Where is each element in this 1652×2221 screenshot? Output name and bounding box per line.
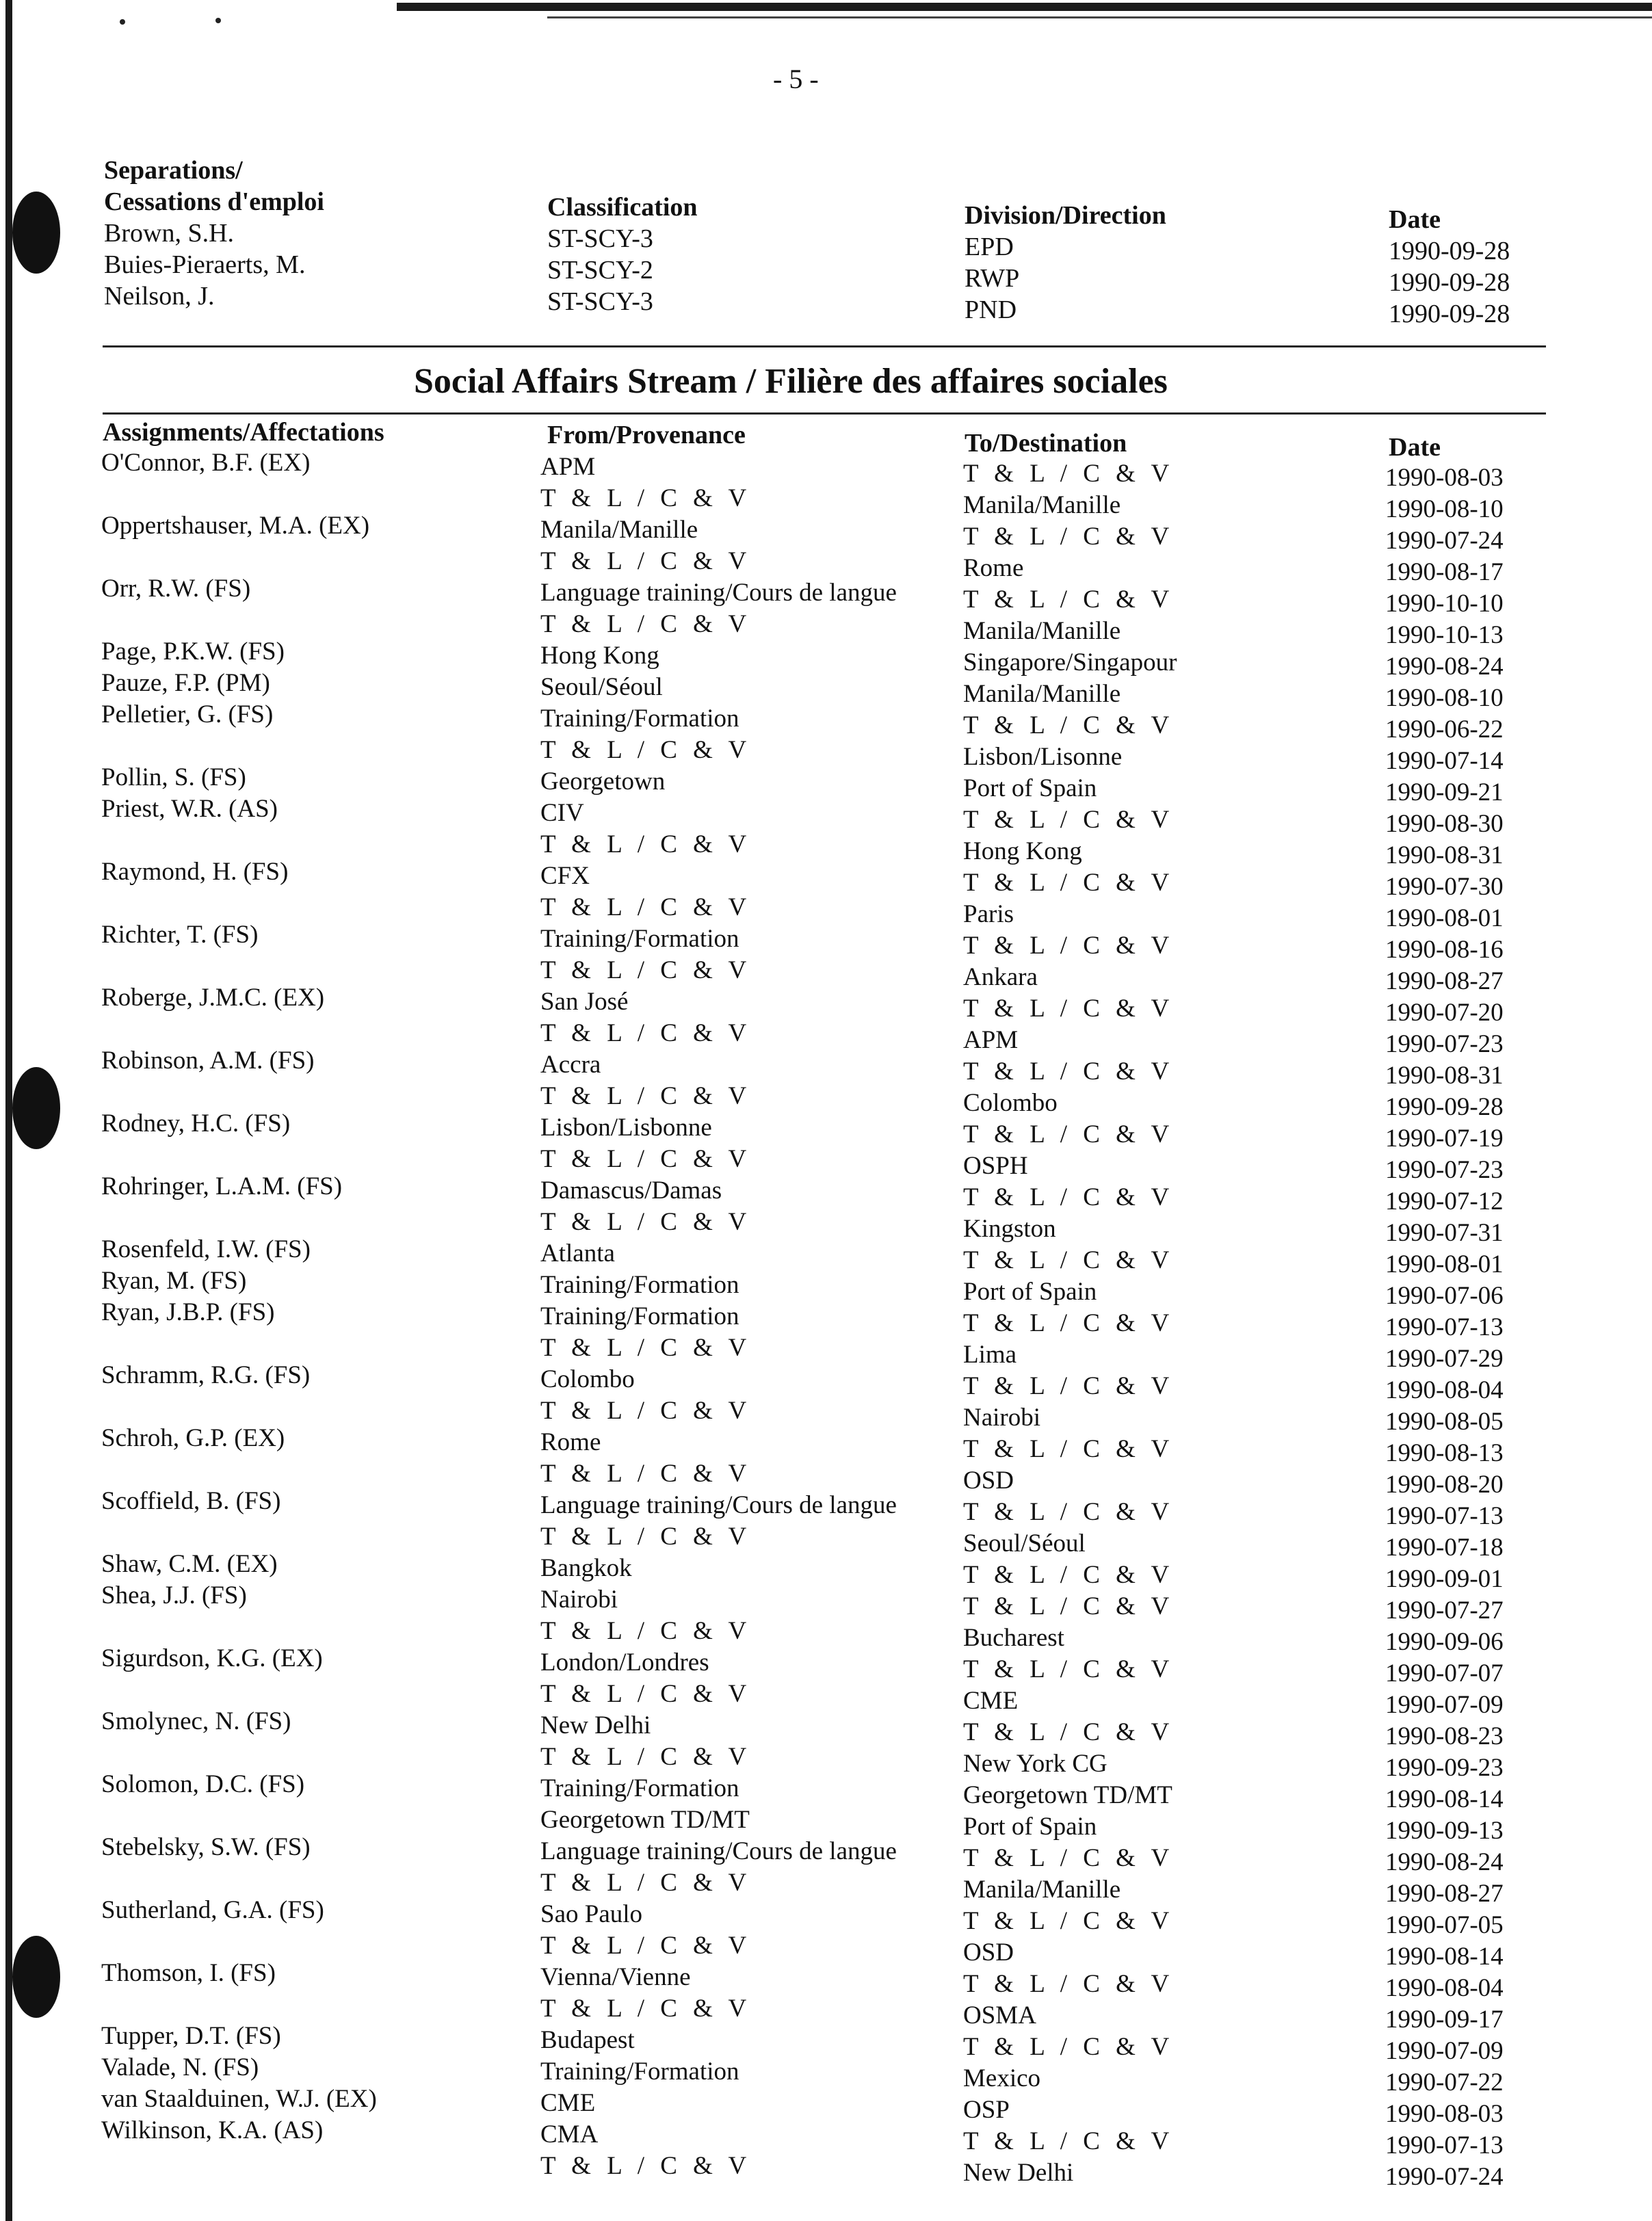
assignment-from: San José [540,988,629,1016]
assignment-to: Mexico [963,2064,1041,2092]
classification-header: Classification [547,193,698,222]
assignment-from: Training/Formation [540,1302,739,1330]
assignment-from: CMA [540,2120,599,2148]
assignment-name [101,1140,377,1171]
assignment-name: Pollin, S. (FS) [101,763,246,791]
assignment-name [101,731,377,762]
separations-heading-1: Separations/ [104,156,243,185]
assignment-date: 1990-07-12 [1385,1187,1504,1215]
to-header: To/Destination [965,429,1127,458]
assignment-to: APM [963,1026,1019,1054]
assignment-from: T & L / C & V [540,484,752,512]
assignment-name: Raymond, H. (FS) [101,858,289,886]
assignment-name [101,825,377,856]
assignment-date: 1990-08-23 [1385,1722,1504,1750]
assignment-name: Ryan, J.B.P. (FS) [101,1298,275,1326]
assignment-date: 1990-07-09 [1385,1691,1504,1719]
assignments-from-column [540,451,897,2182]
assignment-name [101,1517,377,1549]
assignment-to: Ankara [963,963,1038,991]
separations-classification [547,192,698,317]
assignment-to: T & L / C & V [963,1057,1175,1086]
assignment-date: 1990-07-13 [1385,1313,1504,1341]
assignment-from: Vienna/Vienne [540,1963,691,1991]
assignment-from: Rome [540,1428,601,1456]
assignment-from: T & L / C & V [540,1680,752,1708]
assignment-from: Language training/Cours de langue [540,579,897,607]
assignment-date: 1990-07-31 [1385,1219,1504,1247]
assignment-date: 1990-08-24 [1385,1848,1504,1876]
assignment-to: T & L / C & V [963,1372,1175,1400]
assignment-to: T & L / C & V [963,2127,1175,2155]
assignment-to: Lima [963,1341,1017,1369]
assignment-from: London/Londres [540,1648,709,1677]
separations-heading-2: Cessations d'emploi [104,187,324,216]
assignment-to: Manila/Manille [963,617,1121,645]
separations-division [965,200,1166,326]
assignment-to: T & L / C & V [963,1907,1175,1935]
assignment-to: CME [963,1687,1019,1715]
assignment-from: T & L / C & V [540,1082,752,1110]
assignment-from: Language training/Cours de langue [540,1837,897,1865]
assignment-name: Sutherland, G.A. (FS) [101,1896,324,1924]
assignment-from: T & L / C & V [540,1145,752,1173]
assignment-to: T & L / C & V [963,1561,1175,1589]
assignment-from: T & L / C & V [540,1019,752,1047]
assignment-to: OSD [963,1467,1014,1495]
assignment-date: 1990-08-04 [1385,1974,1504,2002]
separation-name: Brown, S.H. [104,219,235,248]
assignment-name: Pauze, F.P. (PM) [101,669,270,697]
assignment-date: 1990-07-09 [1385,2037,1504,2065]
assignment-from: CIV [540,799,584,827]
assignment-name [101,951,377,982]
assignment-name: Ryan, M. (FS) [101,1267,247,1295]
punch-hole-bottom [12,1936,60,2018]
assignment-name [101,1989,377,2021]
separations-date-header: Date [1389,205,1441,234]
assignments-date-column [1385,462,1504,2193]
assignment-from: Atlanta [540,1239,615,1267]
assignment-date: 1990-08-04 [1385,1376,1504,1404]
assignment-name: Rohringer, L.A.M. (FS) [101,1172,343,1200]
assignment-to: New Delhi [963,2159,1074,2187]
assignment-to: T & L / C & V [963,932,1175,960]
assignment-to: Seoul/Séoul [963,1529,1086,1558]
assignment-date: 1990-07-29 [1385,1345,1504,1373]
assignment-date: 1990-09-06 [1385,1628,1504,1656]
assignment-date: 1990-07-24 [1385,2163,1504,2191]
assignment-name: Stebelsky, S.W. (FS) [101,1833,311,1861]
assignment-from: T & L / C & V [540,1523,752,1551]
assignment-name [101,1391,377,1423]
stream-title: Social Affairs Stream / Filière des affaires sociales [414,362,1168,401]
separation-date: 1990-09-28 [1389,268,1510,297]
assignment-to: T & L / C & V [963,1435,1175,1463]
assignment-date: 1990-07-14 [1385,747,1504,775]
assignment-from: Manila/Manille [540,516,698,544]
assignment-name: van Staalduinen, W.J. (EX) [101,2085,377,2113]
assignment-name [101,1674,377,1706]
separation-name: Neilson, J. [104,282,215,311]
assignment-date: 1990-07-06 [1385,1282,1504,1310]
assignment-from: T & L / C & V [540,547,752,575]
assignment-from: Hong Kong [540,642,659,670]
assignments-header: Assignments/Affectations [103,418,384,447]
assignment-from: Nairobi [540,1586,618,1614]
assignment-from: T & L / C & V [540,830,752,858]
assignment-date: 1990-08-01 [1385,904,1504,932]
assignment-date: 1990-08-24 [1385,653,1504,681]
assignment-name: Robinson, A.M. (FS) [101,1047,315,1075]
assignment-to: T & L / C & V [963,1498,1175,1526]
assignment-from: T & L / C & V [540,1932,752,1960]
assignment-from: T & L / C & V [540,1995,752,2023]
separation-division: EPD [965,233,1014,261]
assignment-to: T & L / C & V [963,995,1175,1023]
assignment-from: Training/Formation [540,2058,739,2086]
assignment-date: 1990-09-21 [1385,778,1504,806]
assignment-date: 1990-07-30 [1385,873,1504,901]
assignment-date: 1990-09-17 [1385,2006,1504,2034]
assignment-date: 1990-09-23 [1385,1754,1504,1782]
assignment-date: 1990-08-05 [1385,1408,1504,1436]
assignment-date: 1990-08-16 [1385,936,1504,964]
assignment-to: T & L / C & V [963,806,1175,834]
assignment-date: 1990-07-18 [1385,1534,1504,1562]
assignment-name [101,1454,377,1486]
scan-speck [215,18,221,23]
assignment-to: T & L / C & V [963,869,1175,897]
division-header: Division/Direction [965,201,1166,230]
assignment-name: Tupper, D.T. (FS) [101,2022,281,2050]
assignment-from: T & L / C & V [540,1397,752,1425]
assignment-name: Scoffield, B. (FS) [101,1487,281,1515]
assignment-date: 1990-09-13 [1385,1817,1504,1845]
scan-speck [120,19,125,25]
assignment-name [101,1737,377,1769]
assignment-to: Georgetown TD/MT [963,1781,1172,1809]
assignment-date: 1990-08-31 [1385,1062,1504,1090]
assignment-name: Valade, N. (FS) [101,2053,259,2081]
separation-date: 1990-09-28 [1389,237,1510,265]
assignment-to: T & L / C & V [963,711,1175,739]
separation-date: 1990-09-28 [1389,300,1510,328]
assignment-name: Page, P.K.W. (FS) [101,638,285,666]
assignment-name: O'Connor, B.F. (EX) [101,449,311,477]
assignment-from: Lisbon/Lisbonne [540,1114,712,1142]
assignment-to: T & L / C & V [963,1844,1175,1872]
assignment-to: T & L / C & V [963,1183,1175,1211]
assignment-name: Shea, J.J. (FS) [101,1581,247,1609]
assignment-from: Sao Paulo [540,1900,643,1928]
assignment-name [101,888,377,919]
assignment-date: 1990-07-07 [1385,1659,1504,1687]
assignment-name [101,1800,377,1832]
assignment-from: New Delhi [540,1711,651,1739]
assignment-to: Singapore/Singapour [963,648,1177,676]
assignment-to: Bucharest [963,1624,1064,1652]
assignment-date: 1990-07-20 [1385,999,1504,1027]
assignment-to: T & L / C & V [963,1246,1175,1274]
separation-division: PND [965,295,1017,324]
assignment-name: Thomson, I. (FS) [101,1959,276,1987]
assignment-from: Georgetown [540,767,666,796]
assignment-to: Manila/Manille [963,491,1121,519]
assignment-date: 1990-08-14 [1385,1943,1504,1971]
assignment-date: 1990-07-19 [1385,1125,1504,1153]
assignment-from: Training/Formation [540,1774,739,1802]
separation-classification: ST-SCY-3 [547,224,653,253]
assignment-name: Shaw, C.M. (EX) [101,1550,278,1578]
assignment-to: OSPH [963,1152,1028,1180]
assignment-name [101,605,377,636]
assignment-name: Schramm, R.G. (FS) [101,1361,311,1389]
assignment-date: 1990-07-13 [1385,2131,1504,2159]
assignment-date: 1990-08-10 [1385,684,1504,712]
assignment-name [101,542,377,573]
assignment-to: Paris [963,900,1014,928]
assignment-date: 1990-07-22 [1385,2068,1504,2097]
assignment-from: T & L / C & V [540,736,752,764]
assignment-name [101,1612,377,1643]
assignment-to: Port of Spain [963,1813,1097,1841]
assignment-to: T & L / C & V [963,586,1175,614]
assignment-from: Damascus/Damas [540,1177,722,1205]
assignment-name: Orr, R.W. (FS) [101,575,251,603]
section-divider-bottom [103,412,1546,415]
assignments-date-header: Date [1389,433,1441,462]
assignment-from: Colombo [540,1365,635,1393]
assignment-name: Solomon, D.C. (FS) [101,1770,305,1798]
assignment-date: 1990-08-30 [1385,810,1504,838]
assignment-from: Georgetown TD/MT [540,1806,750,1834]
separation-division: RWP [965,264,1020,293]
assignment-date: 1990-08-10 [1385,495,1504,523]
assignment-name: Oppertshauser, M.A. (EX) [101,512,370,540]
assignment-to: T & L / C & V [963,1309,1175,1337]
separation-classification: ST-SCY-2 [547,256,653,285]
assignment-name [101,1014,377,1045]
separations-names [104,155,324,312]
assignment-date: 1990-08-31 [1385,841,1504,869]
from-header: From/Provenance [547,421,746,449]
assignment-to: Nairobi [963,1404,1041,1432]
assignment-date: 1990-07-05 [1385,1911,1504,1939]
assignment-from: T & L / C & V [540,956,752,984]
assignment-date: 1990-07-23 [1385,1030,1504,1058]
assignment-name: Pelletier, G. (FS) [101,700,274,728]
assignment-name [101,479,377,510]
assignment-date: 1990-08-01 [1385,1250,1504,1278]
assignment-from: Language training/Cours de langue [540,1491,897,1519]
assignment-to: Manila/Manille [963,680,1121,708]
assignment-name [101,1328,377,1360]
assignment-date: 1990-08-17 [1385,558,1504,586]
assignment-to: T & L / C & V [963,460,1175,488]
assignment-from: T & L / C & V [540,1334,752,1362]
assignment-to: Rome [963,554,1024,582]
assignment-name: Richter, T. (FS) [101,921,259,949]
assignment-from: CME [540,2089,596,2117]
assignment-name [101,2146,377,2178]
assignment-name: Rosenfeld, I.W. (FS) [101,1235,311,1263]
assignment-to: Manila/Manille [963,1876,1121,1904]
assignment-name: Schroh, G.P. (EX) [101,1424,285,1452]
top-edge-rule-thin [547,16,1652,18]
assignment-to: T & L / C & V [963,1718,1175,1746]
assignment-to: T & L / C & V [963,1120,1175,1148]
page-number: - 5 - [773,64,819,94]
assignment-from: T & L / C & V [540,1869,752,1897]
assignment-date: 1990-08-27 [1385,967,1504,995]
assignment-date: 1990-08-27 [1385,1880,1504,1908]
assignments-name-column [101,447,377,2178]
assignment-to: OSMA [963,2001,1036,2029]
assignment-date: 1990-07-23 [1385,1156,1504,1184]
assignment-from: T & L / C & V [540,893,752,921]
assignment-from: APM [540,453,596,481]
assignment-to: New York CG [963,1750,1107,1778]
assignment-from: T & L / C & V [540,2152,752,2180]
assignment-to: Lisbon/Lisonne [963,743,1123,771]
assignment-from: T & L / C & V [540,1617,752,1645]
assignment-to: Hong Kong [963,837,1082,865]
assignment-date: 1990-07-27 [1385,1596,1504,1625]
assignment-date: 1990-08-14 [1385,1785,1504,1813]
assignment-to: Port of Spain [963,774,1097,802]
assignment-name [101,1203,377,1234]
separation-name: Buies-Pieraerts, M. [104,250,306,279]
assignment-date: 1990-07-24 [1385,527,1504,555]
binding-edge [5,0,12,2221]
assignment-date: 1990-09-28 [1385,1093,1504,1121]
assignment-name [101,1863,377,1895]
assignment-to: T & L / C & V [963,523,1175,551]
assignment-date: 1990-09-01 [1385,1565,1504,1593]
assignment-from: Budapest [540,2026,635,2054]
assignment-date: 1990-10-13 [1385,621,1504,649]
assignment-to: T & L / C & V [963,1655,1175,1683]
assignment-name [101,1926,377,1958]
separation-classification: ST-SCY-3 [547,287,653,316]
assignment-from: Bangkok [540,1554,632,1582]
assignment-from: T & L / C & V [540,1460,752,1488]
assignment-to: T & L / C & V [963,2033,1175,2061]
punch-hole-top [12,192,60,274]
assignment-date: 1990-08-03 [1385,464,1504,492]
assignment-from: Training/Formation [540,925,739,953]
assignment-name: Roberge, J.M.C. (EX) [101,984,325,1012]
assignment-date: 1990-08-13 [1385,1439,1504,1467]
assignment-from: Accra [540,1051,601,1079]
assignment-from: Seoul/Séoul [540,673,663,701]
assignment-date: 1990-08-03 [1385,2100,1504,2128]
assignment-from: T & L / C & V [540,1208,752,1236]
section-divider-top [103,345,1546,347]
assignment-to: OSP [963,2096,1010,2124]
assignment-name: Priest, W.R. (AS) [101,795,278,823]
assignment-date: 1990-08-20 [1385,1471,1504,1499]
assignment-to: Port of Spain [963,1278,1097,1306]
assignment-name: Sigurdson, K.G. (EX) [101,1644,323,1672]
separations-dates [1389,204,1510,330]
assignment-date: 1990-07-13 [1385,1502,1504,1530]
assignment-from: T & L / C & V [540,610,752,638]
assignment-to: Colombo [963,1089,1058,1117]
assignment-date: 1990-10-10 [1385,590,1504,618]
assignment-to: OSD [963,1939,1014,1967]
assignment-name: Smolynec, N. (FS) [101,1707,291,1735]
assignment-to: Kingston [963,1215,1056,1243]
top-edge-rule [397,3,1652,11]
assignment-date: 1990-06-22 [1385,715,1504,744]
punch-hole-middle [12,1067,60,1149]
assignment-from: Training/Formation [540,705,739,733]
assignment-from: Training/Formation [540,1271,739,1299]
assignment-to: T & L / C & V [963,1970,1175,1998]
assignment-to: T & L / C & V [963,1592,1175,1620]
assignment-name: Wilkinson, K.A. (AS) [101,2116,324,2144]
assignments-to-column [963,458,1177,2189]
assignment-name [101,1077,377,1108]
assignment-name: Rodney, H.C. (FS) [101,1109,291,1138]
assignment-from: T & L / C & V [540,1743,752,1771]
assignment-from: CFX [540,862,590,890]
